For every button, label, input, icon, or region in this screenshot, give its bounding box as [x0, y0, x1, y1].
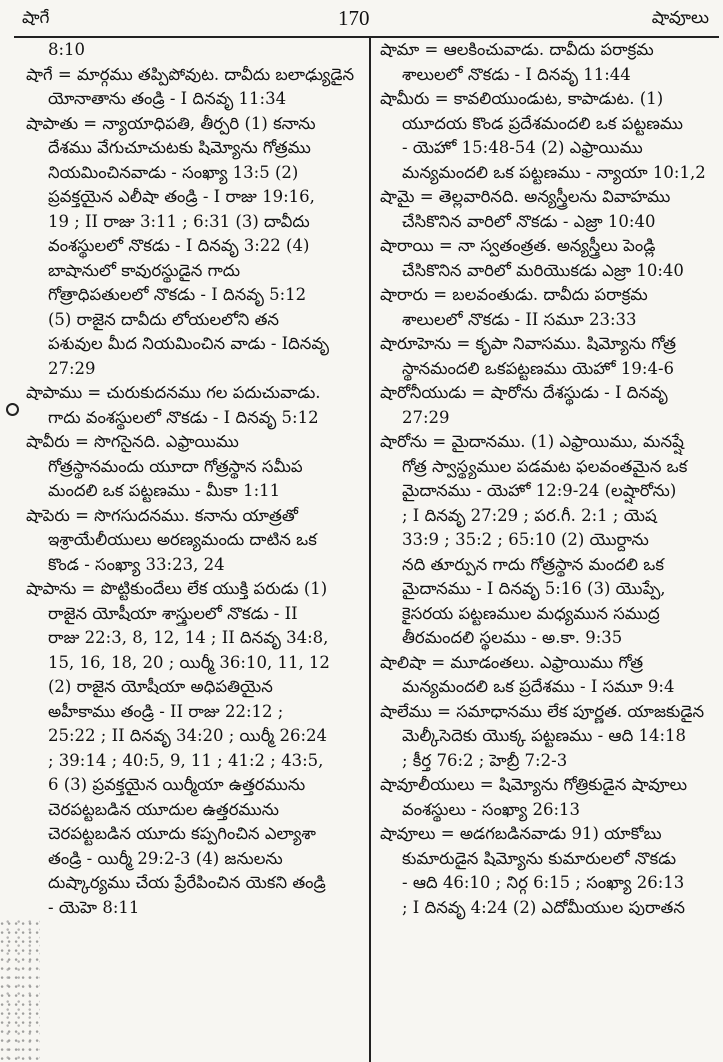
entry-continuation-line: చెరపట్టబడిన యూదు కప్పగించిన ఎల్యాశా — [48, 824, 316, 843]
left-column — [26, 38, 362, 1060]
entry-continuation-line: గోత్రాధిపతులలో నొకడు - I దినవృ 5:12 — [48, 285, 307, 304]
entry-continuation-line: అహీకాము తండ్రి - II రాజు 22:12 ; — [48, 701, 284, 721]
right-column — [380, 38, 714, 1060]
entry-headword-line: షాలేము = సమాధానము లేక పూర్ణత. యాజకుడైన — [380, 701, 705, 721]
entry-continuation-line: 27:29 — [402, 407, 450, 427]
entry-continuation-line: వంశస్థులు - సంఖ్యా 26:13 — [402, 799, 581, 819]
entry-headword-line: షామీరు = కావలియుండుట, కాపాడుట. (1) — [380, 89, 664, 108]
entry-continuation-line: బాషానులో కావురస్థుడైన గాదు — [48, 260, 241, 280]
entry-continuation-line: మన్యమందలి ఒక పట్టణము - న్యాయా 10:1,2 — [402, 162, 706, 182]
header-right-word: షావూలు — [651, 8, 709, 28]
entry-continuation-line: గోత్ర స్వాస్థ్యముల పడమట ఫలవంతమైన ఒక — [402, 456, 688, 476]
entry-continuation-line: దేశము వేగుచూచుటకు షిమ్యోను గోత్రము — [48, 138, 311, 157]
entry-continuation-line: నియమించినవాడు - సంఖ్యా 13:5 (2) — [48, 162, 299, 182]
entry-continuation-line: 15, 16, 18, 20 ; యిర్మీ 36:10, 11, 12 — [48, 652, 330, 672]
entry-continuation-line: ; I దినవృ 27:29 ; పర.గీ. 2:1 ; యెష — [402, 505, 657, 525]
entry-continuation-line: కొండ - సంఖ్యా 33:23, 24 — [48, 554, 225, 574]
entry-continuation-line: తండ్రి - యిర్మీ 29:2-3 (4) జనులను — [48, 848, 283, 868]
entry-headword-line: షారోను = మైదానము. (1) ఎఫ్రాయిము, మనష్షే — [380, 432, 684, 451]
entry-continuation-line: (2) రాజైన యోషీయా అధిపతియైన — [48, 677, 273, 696]
entry-headword-line: షాలిషా = మూడంతలు. ఎఫ్రాయిము గోత్ర — [380, 652, 644, 672]
entry-continuation-line: ఇశ్రాయేలీయులు అరణ్యమందు దాటిన ఒక — [48, 530, 317, 549]
entry-continuation-line: మన్యమందలి ఒక ప్రదేశము - I సమూ 9:4 — [402, 677, 675, 696]
entry-continuation-line: వంశస్థులలో నొకడు - I దినవృ 3:22 (4) — [48, 236, 310, 255]
entry-continuation-line: 19 ; II రాజు 3:11 ; 6:31 (3) దావీదు — [48, 211, 310, 231]
page-number: 170 — [338, 6, 370, 30]
entry-headword-line: షాగే = మార్గము తప్పిపోవుట. దావీదు బలాఢ్యుడైన — [26, 64, 355, 84]
entry-continuation-line: - ఆది 46:10 ; నిర్గ 6:15 ; సంఖ్యా 26:13 — [402, 873, 685, 892]
entry-headword-line: షావూలు = అడగబడినవాడు 91) యాకోబు — [380, 824, 662, 843]
entry-continuation-line: గాదు వంశస్థులలో నొకడు - I దినవృ 5:12 — [48, 407, 319, 427]
entry-headword-line: షారోనీయుడు = షారోను దేశస్థుడు - I దినవృ — [380, 383, 668, 402]
entry-headword-line: షావీరు = సొగసైనది. ఎఫ్రాయిము — [26, 432, 239, 451]
entry-continuation-line: రాజైన యోషీయా శాస్త్రులలో నొకడు - II — [48, 603, 298, 623]
entry-continuation-line: శాలులలో నొకడు - I దినవృ 11:44 — [402, 64, 631, 84]
entry-headword-line: షాపాను = పొట్టికుందేలు లేక యుక్తి పరుడు (1) — [26, 579, 328, 598]
entry-continuation-line: - యెహె 8:11 — [48, 897, 140, 917]
entry-headword-line: షామై = తెల్లవారినది. అన్యస్త్రీలను వివాహము — [380, 187, 671, 206]
entry-continuation-line: యూదయ కొండ ప్రదేశమందలి ఒక పట్టణము — [402, 113, 684, 133]
entry-headword-line: షారూహెను = కృపా నివాసము. షిమ్యోను గోత్ర — [380, 334, 676, 353]
entry-continuation-line: మందలి ఒక పట్టణము - మీకా 1:11 — [48, 481, 281, 500]
entry-continuation-line: చేసికొనిన వారిలో మరియొకడు ఎజ్రా 10:40 — [402, 260, 684, 280]
entry-continuation-line: పశువుల మీద నియమించిన వాడు - Iదినవృ — [48, 334, 329, 353]
header-left-word: షాగే — [22, 8, 50, 28]
entry-headword-line: షావూలీయులు = షిమ్యోను గోత్రికుడైన షావూలు — [380, 775, 688, 794]
entry-continuation-line: మైదానము - I దినవృ 5:16 (3) యొప్పే, — [402, 579, 666, 598]
column-divider — [369, 38, 371, 1062]
entry-continuation-line: దుష్కార్యము చేయ ప్రేరేపించిన యెకని తండ్రి — [48, 873, 326, 892]
entry-continuation-line: (5) రాజైన దావీదు లోయలలోని తన — [48, 309, 280, 329]
entry-headword-line: షాపాతు = న్యాయాధిపతి, తీర్పరి (1) కనాను — [26, 113, 316, 133]
page-header — [0, 0, 723, 34]
entry-continuation-line: మెల్కీసెదెకు యొక్క పట్టణము - ఆది 14:18 — [402, 726, 687, 745]
entry-continuation-line: గోత్రస్థానమందు యూదా గోత్రస్థాన సమీప — [48, 456, 303, 476]
entry-continuation-line: 27:29 — [48, 358, 96, 378]
entry-continuation-line: శాలులలో నొకడు - II సమూ 23:33 — [402, 309, 637, 329]
entry-continuation-line: ప్రవక్తయైన ఎలీషా తండ్రి - I రాజు 19:16, — [48, 187, 315, 206]
entry-headword-line: షామా = ఆలకించువాడు. దావీదు పరాక్రమ — [380, 40, 654, 59]
entry-continuation-line: తీరమందలి స్థలము - అ.కా. 9:35 — [402, 628, 623, 647]
entry-continuation-line: ; 39:14 ; 40:5, 9, 11 ; 41:2 ; 43:5, — [48, 750, 324, 770]
entry-continuation-line: 25:22 ; II దినవృ 34:20 ; యిర్మీ 26:24 — [48, 726, 328, 745]
entry-continuation-line: 33:9 ; 35:2 ; 65:10 (2) యొర్దాను — [402, 530, 649, 549]
entry-continuation-line: యోనాతాను తండ్రి - I దినవృ 11:34 — [48, 89, 287, 108]
entry-headword-line: షాపాము = చురుకుదనము గల పదుచువాడు. — [26, 383, 321, 402]
entry-continuation-line: స్థానమందలి ఒకపట్టణము యెహో 19:4-6 — [402, 358, 675, 378]
entry-continuation-line: కుమారుడైన షిమ్యోను కుమారులలో నొకడు — [402, 848, 677, 868]
entry-continuation-line: నది తూర్పున గాదు గోత్రస్థాన మందలి ఒక — [402, 554, 664, 574]
entry-continuation-line: ; I దినవృ 4:24 (2) ఎదోమీయుల పురాతన — [402, 897, 685, 917]
entry-continuation-line: చేసికొనిన వారిలో నొకడు - ఎజ్రా 10:40 — [402, 211, 656, 231]
entry-headword-line: షాపెరు = సొగసుదనము. కనాను యాత్రతో — [26, 505, 298, 525]
entry-continuation-line: 6 (3) ప్రవక్తయైన యిర్మీయా ఉత్తరమును — [48, 775, 306, 794]
entry-headword-line: షారారు = బలవంతుడు. దావీదు పరాక్రమ — [380, 285, 648, 304]
entry-continuation-line: - యెహో 15:48-54 (2) ఎఫ్రాయిము — [402, 138, 643, 157]
entry-headword-line: షారాయి = నా స్వతంత్రత. అన్యస్త్రీలు పెండ్లి — [380, 236, 656, 255]
entry-continuation-line: కైసరయ పట్టణముల మధ్యమున సముద్ర — [402, 603, 660, 623]
entry-continuation-line: ; కీర్త 76:2 ; హెబ్రీ 7:2-3 — [402, 750, 568, 770]
entry-continuation-line: మైదానము - యెహో 12:9-24 (లష్షారోను) — [402, 481, 677, 500]
entry-continuation-line: చెరపట్టబడిన యూదుల ఉత్తరమును — [48, 799, 279, 819]
entry-continuation-line: 8:10 — [48, 40, 86, 59]
margin-hole-mark — [6, 403, 19, 416]
entry-continuation-line: రాజు 22:3, 8, 12, 14 ; II దినవృ 34:8, — [48, 628, 329, 647]
